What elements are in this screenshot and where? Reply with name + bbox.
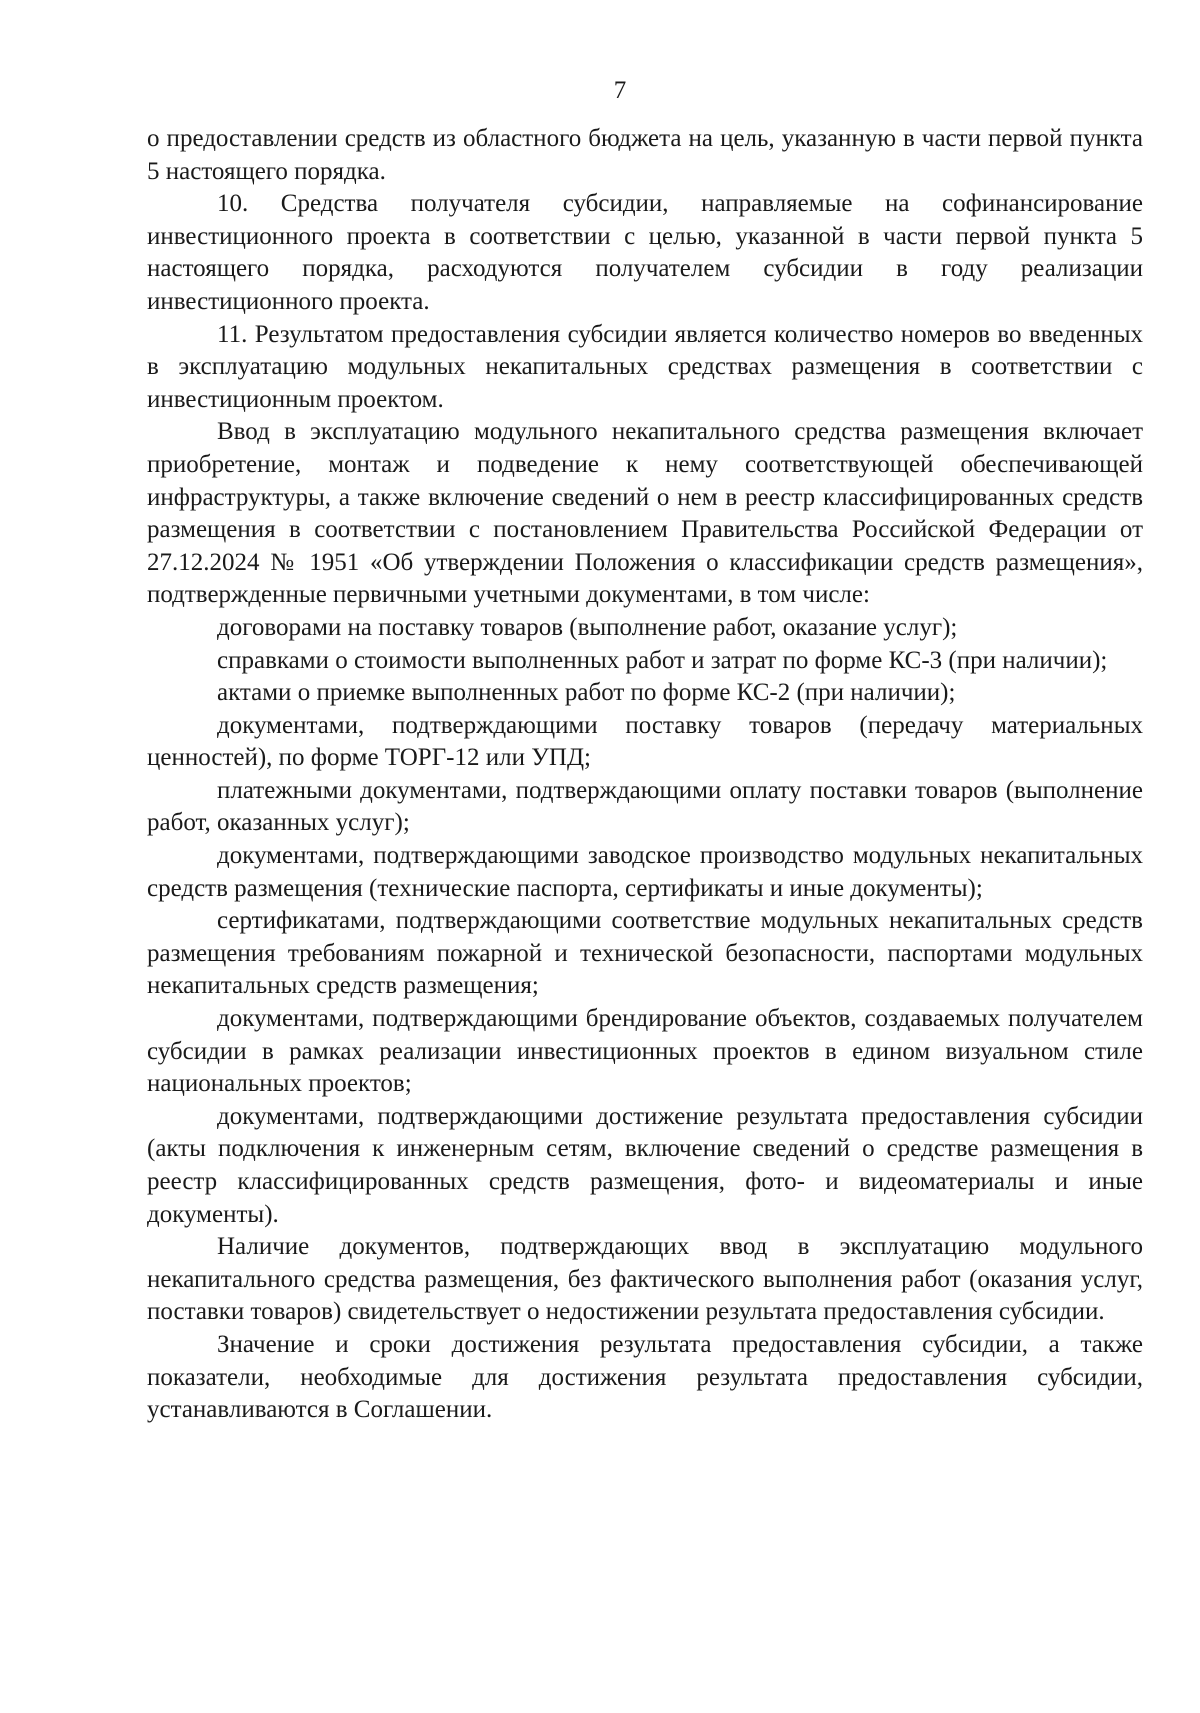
paragraph-agreement: Значение и сроки достижения результата предоставления субсидии, а также показатели, необходимые для достижения результата предоставления субсидии, устанавливаются в Соглашении. [147,1330,1143,1424]
list-item: договорами на поставку товаров (выполнение работ, оказание услуг); [217,613,958,641]
list-item: документами, подтверждающими брендирование объектов, создаваемых получателем субсидии в рамках реализации инвестиционных проектов в едином визуальном стиле национальных проектов; [147,1005,1143,1098]
list-item: справками о стоимости выполненных работ и затрат по форме КС-3 (при наличии); [217,646,1108,674]
paragraph-continuation: о предоставлении средств из областного бюджета на цель, указанную в части первой пункта 5 настоящего порядка. [147,125,1143,185]
list-item: документами, подтверждающими заводское производство модульных некапитальных средств размещения (технические паспорта, сертификаты и иные документы); [147,842,1143,902]
paragraph-commissioning: Ввод в эксплуатацию модульного некапитального средства размещения включает приобретение, монтаж и подведение к нему соответствующей обеспечивающей инфраструктуры, а также включение сведений о нем в реестр классифицированных средств размещения в соответствии с постановлением Правительства Российской Федерации от 27.12.2024 № 1951 «Об утверждении Положения о классификации средств размещения», подтвержденные первичными учетными документами, в том числе: [147,418,1143,609]
list-item: документами, подтверждающими поставку товаров (передачу материальных ценностей), по форме ТОРГ-12 или УПД; [147,711,1143,772]
list-item: документами, подтверждающими достижение результата предоставления субсидии (акты подключения к инженерным сетям, включение сведений о средстве размещения в реестр классифицированных средств размещения, фото- и видеоматериалы и иные документы). [147,1102,1143,1228]
document-body [147,123,1143,1427]
page-number: 7 [613,77,627,104]
paragraph-no-achievement: Наличие документов, подтверждающих ввод в эксплуатацию модульного некапитального средства размещения, без фактического выполнения работ (оказания услуг, поставки товаров) свидетельствует о недостижении результата предоставления субсидии. [147,1233,1143,1326]
list-item: актами о приемке выполненных работ по форме КС-2 (при наличии); [217,679,956,707]
paragraph-item-11: 11. Результатом предоставления субсидии является количество номеров во введенных в эксплуатацию модульных некапитальных средствах размещения в соответствии с инвестиционным проектом. [147,320,1143,413]
list-item: сертификатами, подтверждающими соответствие модульных некапитальных средств размещения требованиям пожарной и технической безопасности, паспортами модульных некапитальных средств размещения; [147,907,1143,1000]
list-item: платежными документами, подтверждающими оплату поставки товаров (выполнение работ, оказанных услуг); [147,776,1143,837]
paragraph-item-10: 10. Средства получателя субсидии, направляемые на софинансирование инвестиционного проекта в соответствии с целью, указанной в части первой пункта 5 настоящего порядка, расходуются получателем субсидии в году реализации инвестиционного проекта. [147,190,1143,315]
